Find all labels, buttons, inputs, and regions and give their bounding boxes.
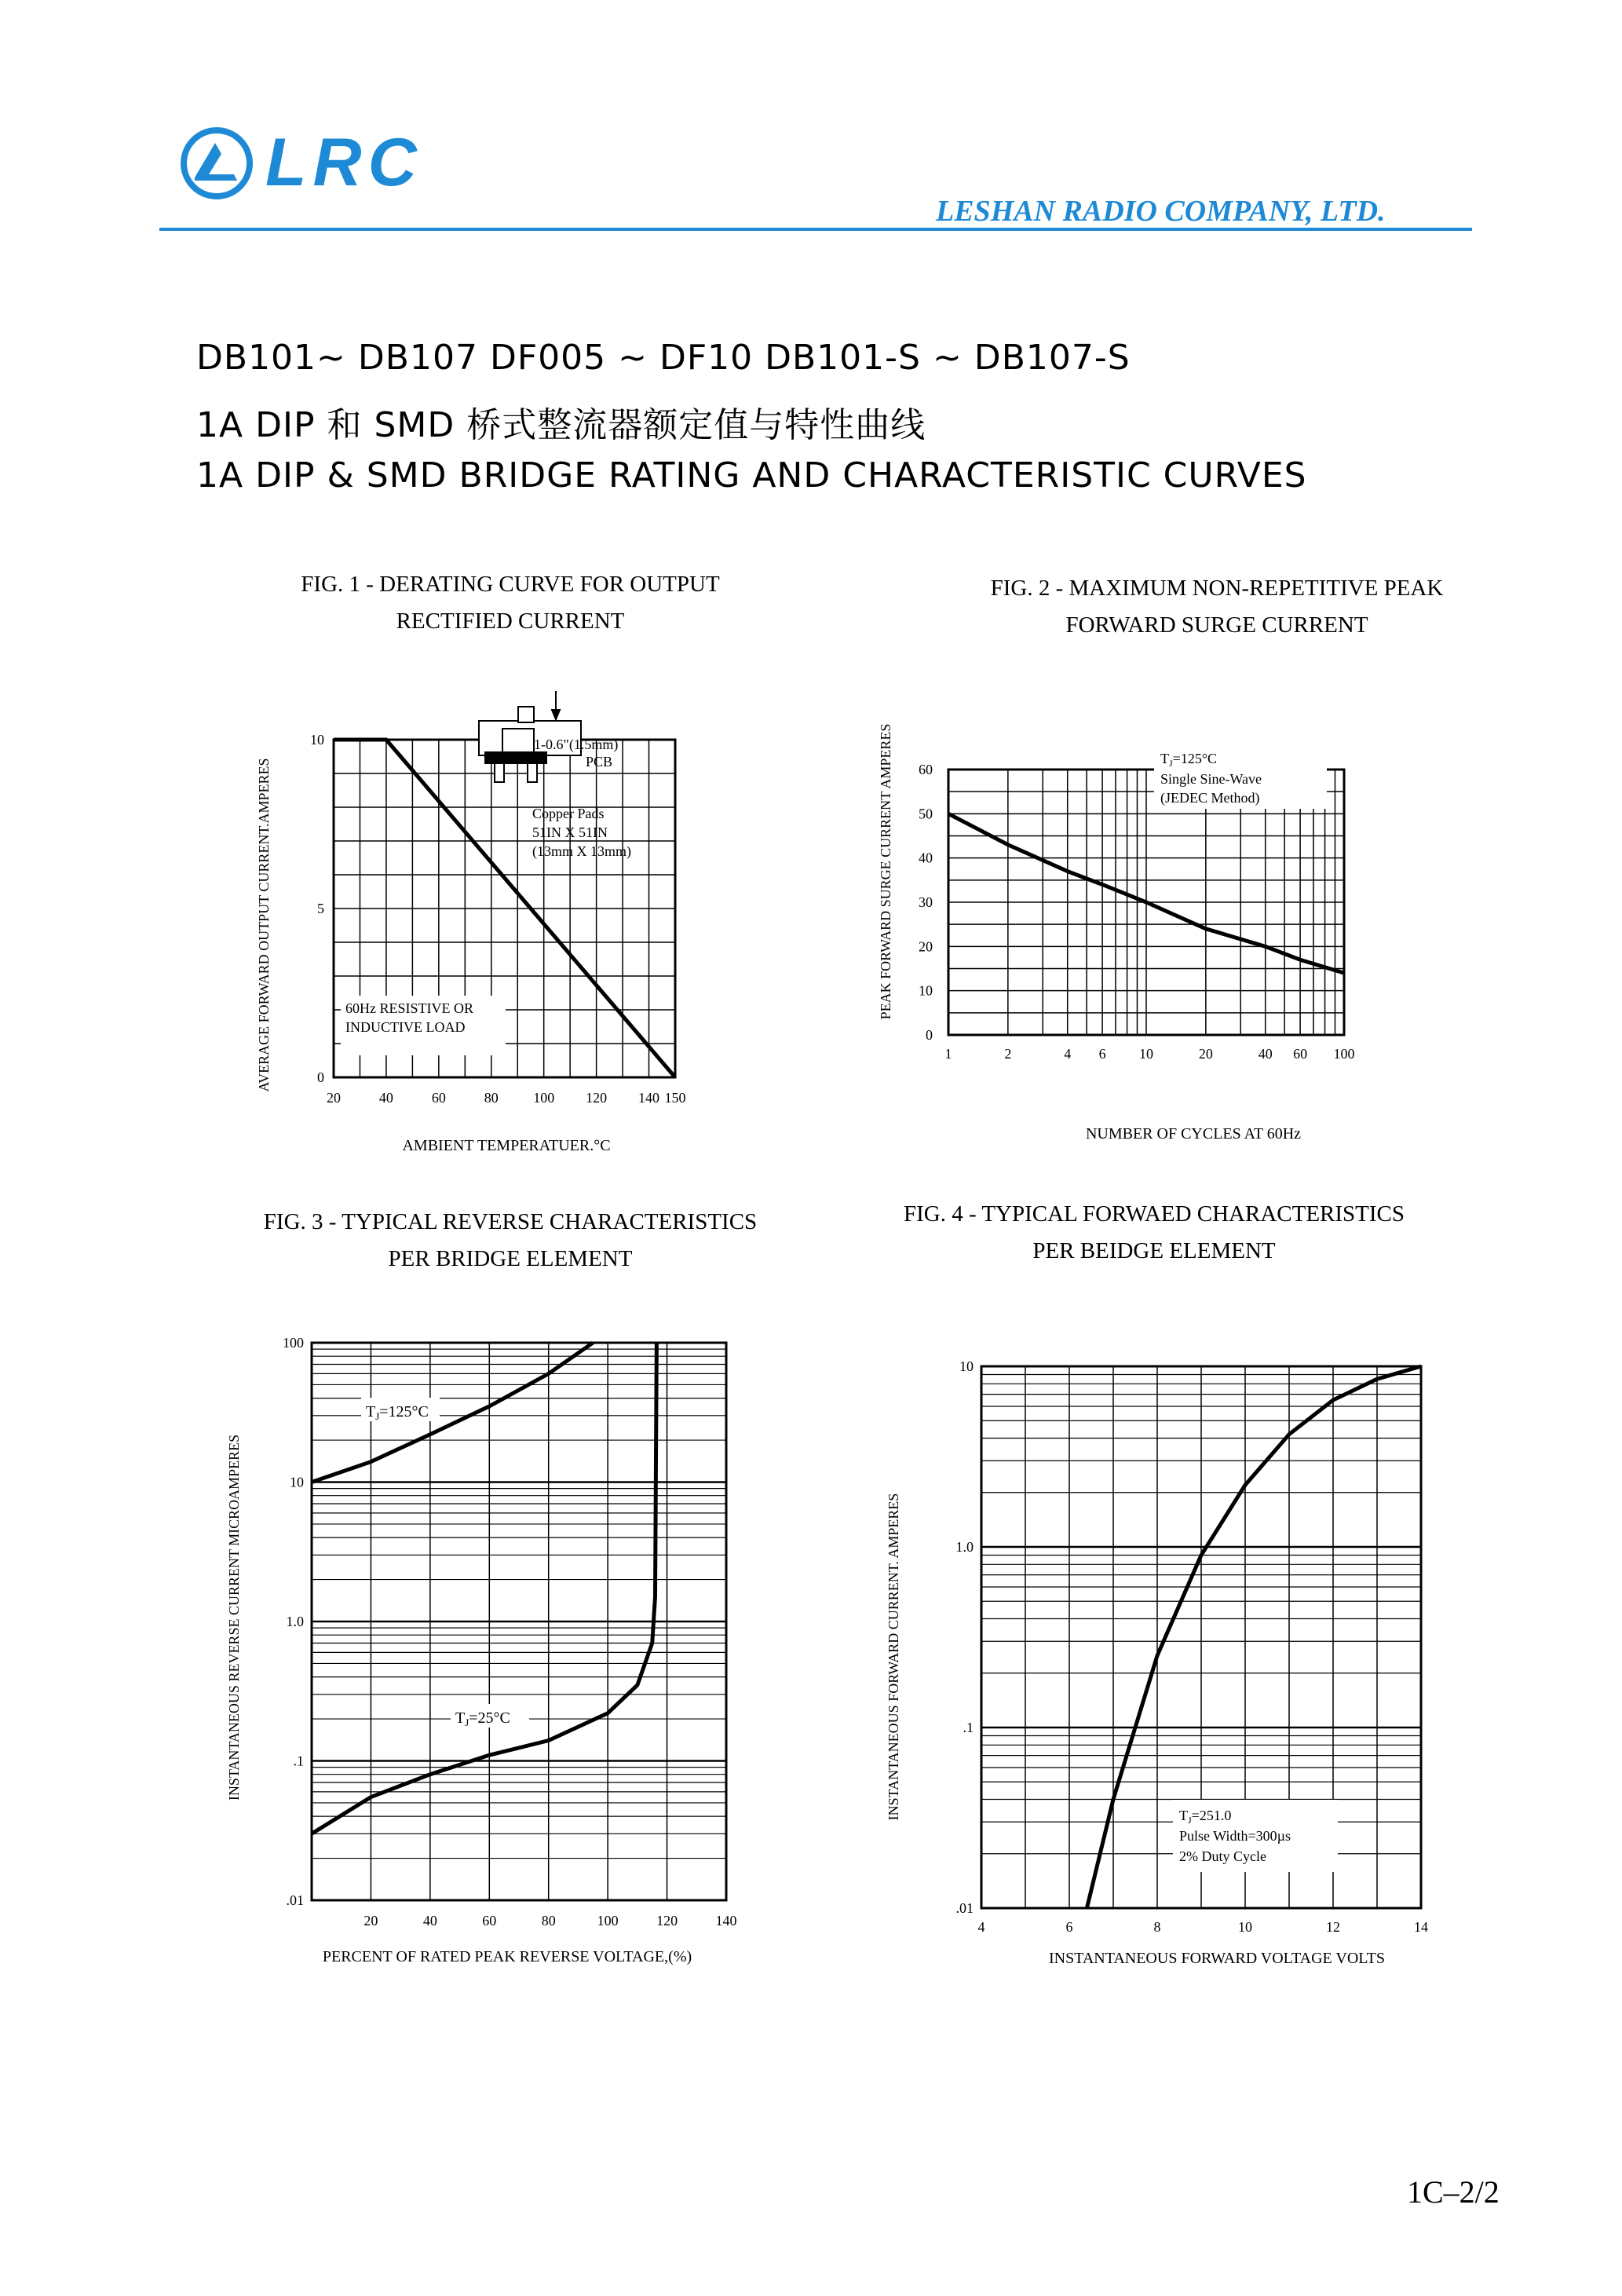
fig2-chart [864, 707, 1429, 1162]
fig4-y-tick: 10 [959, 1358, 974, 1374]
fig2-y-tick: 50 [919, 806, 933, 822]
logo-text: LRC [265, 125, 423, 200]
fig1-load-label-1: 60Hz RESISTIVE OR [345, 1000, 473, 1016]
fig2-y-tick: 30 [919, 894, 933, 910]
fig1-x-axis-label: AMBIENT TEMPERATUER.°C [402, 1137, 611, 1154]
fig4-tj-label: $T_J=251.0$ [1179, 1808, 1232, 1826]
fig3-y-tick: 10 [290, 1474, 304, 1490]
fig3-chart [212, 1319, 762, 1979]
fig2-y-tick: 0 [926, 1027, 933, 1043]
fig1-pads-label-1: Copper Pads [532, 806, 605, 821]
fig2-x-tick: 60 [1293, 1046, 1308, 1062]
fig2-y-tick: 10 [919, 982, 933, 999]
fig3-x-tick: 120 [656, 1913, 678, 1929]
fig3-y-tick: 100 [283, 1335, 304, 1351]
fig1-pads-label-2: 51IN X 51IN [532, 824, 608, 840]
fig3-x-tick: 20 [363, 1913, 378, 1929]
fig3-x-tick: 140 [715, 1913, 737, 1929]
fig1-caption-line1: FIG. 1 - DERATING CURVE FOR OUTPUT [301, 572, 720, 597]
fig1-x-tick: 20 [327, 1090, 341, 1106]
fig1-pads-label-3: (13mm X 13mm) [532, 843, 631, 859]
fig3-y-axis-label: INSTANTANEOUS REVERSE CURRENT MICROAMPERES [226, 1434, 242, 1801]
page-number: 1C–2/2 [1407, 2174, 1500, 2210]
fig1-x-tick: 80 [484, 1090, 499, 1106]
fig3-caption-line2: PER BRIDGE ELEMENT [388, 1246, 633, 1271]
fig4-x-axis-label: INSTANTANEOUS FORWARD VOLTAGE VOLTS [1048, 1950, 1386, 1967]
fig1-x-tick: 40 [378, 1090, 393, 1106]
fig2-x-tick: 20 [1198, 1046, 1213, 1062]
fig3-y-tick: .1 [293, 1753, 304, 1769]
fig2-y-axis-label: PEAK FORWARD SURGE CURRENT AMPERES [878, 723, 893, 1020]
fig2-caption-line2: FORWARD SURGE CURRENT [1065, 612, 1368, 638]
fig4-pulse-label: Pulse Width=300µs [1179, 1828, 1291, 1844]
fig1-x-tick: 150 [664, 1090, 686, 1106]
fig2-y-tick: 60 [919, 762, 933, 777]
fig1-x-tick: 120 [586, 1090, 608, 1106]
fig2-x-tick: 10 [1139, 1046, 1153, 1062]
fig1-x-tick: 100 [533, 1090, 555, 1106]
fig2-x-tick: 2 [1004, 1046, 1012, 1062]
fig2-x-tick: 4 [1064, 1046, 1072, 1062]
fig4-y-tick: .01 [955, 1900, 974, 1916]
fig1-y-axis-label: AVERAGE FORWARD OUTPUT CURRENT.AMPERES [256, 758, 272, 1092]
fig3-caption-line1: FIG. 3 - TYPICAL REVERSE CHARACTERISTICS [263, 1209, 758, 1234]
fig3-y-tick: .01 [286, 1892, 304, 1908]
fig3-x-tick: 80 [541, 1913, 556, 1929]
fig4-y-tick: .1 [963, 1720, 974, 1735]
fig2-y-tick: 20 [919, 938, 933, 955]
header-rule [159, 228, 1472, 231]
fig3-y-tick: 1.0 [286, 1614, 304, 1629]
title-chinese: 1A DIP 和 SMD 桥式整流器额定值与特性曲线 [196, 405, 926, 445]
fig2-method-label: (JEDEC Method) [1160, 790, 1260, 806]
fig2-x-axis-label: NUMBER OF CYCLES AT 60Hz [1085, 1125, 1302, 1143]
fig4-y-tick: 1.0 [955, 1539, 974, 1555]
fig4-caption-line1: FIG. 4 - TYPICAL FORWAED CHARACTERISTICS [903, 1201, 1405, 1227]
fig1-y-tick: 0 [317, 1069, 324, 1085]
fig3-x-axis-label: PERCENT OF RATED PEAK REVERSE VOLTAGE,(%) [322, 1948, 692, 1965]
fig1-x-tick: 140 [638, 1090, 660, 1106]
fig1-caption-line2: RECTIFIED CURRENT [396, 609, 625, 634]
fig2-wave-label: Single Sine-Wave [1160, 771, 1262, 787]
title-english: 1A DIP & SMD BRIDGE RATING AND CHARACTERISTIC CURVES [196, 455, 1307, 495]
fig1-load-label-2: INDUCTIVE LOAD [345, 1019, 466, 1035]
fig4-caption-line2: PER BEIDGE ELEMENT [1032, 1238, 1276, 1263]
company-name: LESHAN RADIO COMPANY, LTD. [936, 195, 1386, 228]
fig2-x-tick: 40 [1258, 1046, 1273, 1062]
fig1-y-tick: 5 [317, 901, 324, 916]
fig3-tj25-label: $T_J=25^\circ C$ [455, 1709, 510, 1728]
fig4-x-tick: 12 [1326, 1919, 1340, 1935]
fig4-x-tick: 4 [977, 1919, 985, 1935]
title-part-numbers: DB101~ DB107 DF005 ~ DF10 DB101-S ~ DB107-S [196, 338, 1131, 378]
fig2-x-tick: 100 [1333, 1046, 1355, 1062]
fig3-x-tick: 40 [422, 1913, 437, 1929]
fig4-duty-label: 2% Duty Cycle [1179, 1848, 1266, 1864]
fig3-x-tick: 60 [482, 1913, 497, 1929]
fig2-caption-line1: FIG. 2 - MAXIMUM NON-REPETITIVE PEAK [990, 576, 1444, 601]
fig3-tj125-label: $T_J=125^\circ C$ [366, 1403, 429, 1422]
fig4-chart [871, 1335, 1468, 1987]
fig4-x-tick: 6 [1065, 1919, 1073, 1935]
fig2-x-tick: 1 [944, 1046, 952, 1062]
lrc-logo-icon [179, 126, 254, 201]
fig3-curve-tj125 [312, 1343, 593, 1483]
fig4-x-tick: 14 [1414, 1919, 1428, 1935]
fig1-chart [236, 675, 722, 1178]
fig4-x-tick: 10 [1238, 1919, 1252, 1935]
fig2-y-tick: 40 [919, 850, 933, 866]
fig1-y-tick: 10 [310, 732, 324, 748]
fig1-pcb-label-1: 1-0.6"(1.5mm) [534, 737, 619, 752]
fig2-tj-label: $T_J=125^\circ C$ [1160, 751, 1218, 769]
fig4-y-axis-label: INSTANTANEOUS FORWARD CURRENT. AMPERES [886, 1493, 901, 1821]
fig1-x-tick: 60 [431, 1090, 446, 1106]
fig1-pcb-label-2: PCB [586, 754, 613, 770]
fig3-x-tick: 100 [597, 1913, 619, 1929]
fig4-x-tick: 8 [1153, 1919, 1161, 1935]
fig2-x-tick: 6 [1098, 1046, 1106, 1062]
